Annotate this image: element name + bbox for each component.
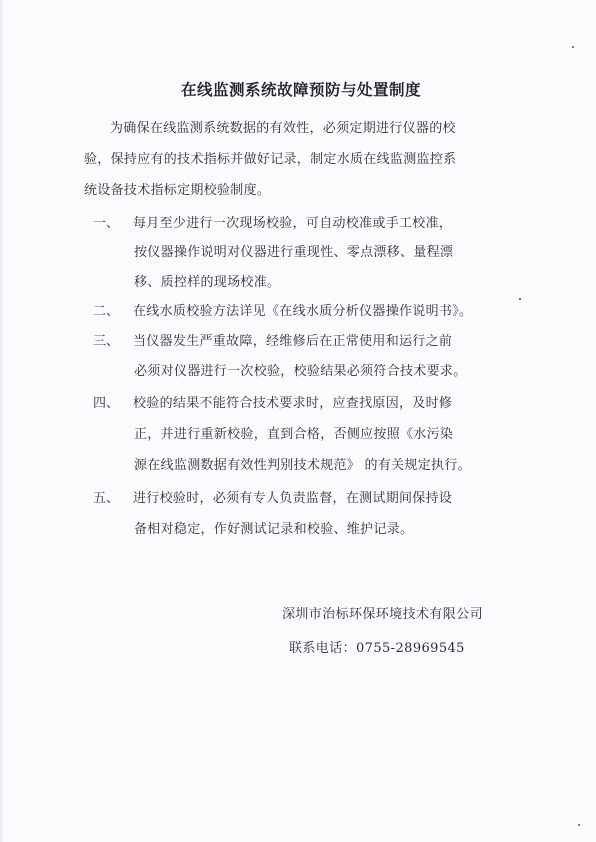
- intro-line: 统设备技术指标定期校验制度。: [84, 183, 271, 198]
- scan-speck: [578, 824, 580, 826]
- scan-speck: [519, 298, 521, 300]
- document-title: 在线监测系统故障预防与处置制度: [180, 80, 421, 99]
- item-line: 校验的结果不能符合技术要求时，应查找原因，及时修: [133, 396, 453, 411]
- intro-line: 验，保持应有的技术指标并做好记录，制定水质在线监测监控系: [84, 152, 457, 167]
- item-number: 五、: [93, 491, 120, 506]
- item-line: 在线水质校验方法详见《在线水质分析仪器操作说明书》。: [133, 304, 473, 319]
- item-number: 三、: [93, 334, 120, 349]
- item-line: 源在线监测数据有效性判别技术规范》 的有关规定执行。: [134, 458, 471, 473]
- item-line: 移、质控样的现场校准。: [134, 275, 281, 290]
- item-line: 当仪器发生严重故障，经维修后在正常使用和运行之前: [133, 334, 453, 349]
- item-line: 每月至少进行一次现场校验，可自动校准或手工校准，: [133, 216, 453, 231]
- item-number: 四、: [93, 396, 120, 411]
- item-line: 进行校验时，必须有专人负责监督，在测试期间保持设: [133, 491, 453, 506]
- item-number: 二、: [93, 304, 120, 319]
- contact-phone: 联系电话：0755-28969545: [289, 641, 465, 656]
- item-number: 一、: [93, 216, 120, 231]
- item-line: 必须对仪器进行一次校验，校验结果必须符合技术要求。: [134, 364, 467, 379]
- scan-speck: [572, 46, 574, 48]
- item-line: 正，并进行重新校验，直到合格，否侧应按照《水污染: [134, 427, 454, 442]
- item-line: 备相对稳定，作好测试记录和校验、维护记录。: [134, 522, 414, 537]
- scan-edge: [0, 0, 4, 842]
- company-name: 深圳市治标环保环境技术有限公司: [282, 607, 484, 622]
- intro-line: 为确保在线监测系统数据的有效性，必须定期进行仪器的校: [110, 121, 456, 136]
- item-line: 按仪器操作说明对仪器进行重现性、零点漂移、量程漂: [134, 245, 454, 260]
